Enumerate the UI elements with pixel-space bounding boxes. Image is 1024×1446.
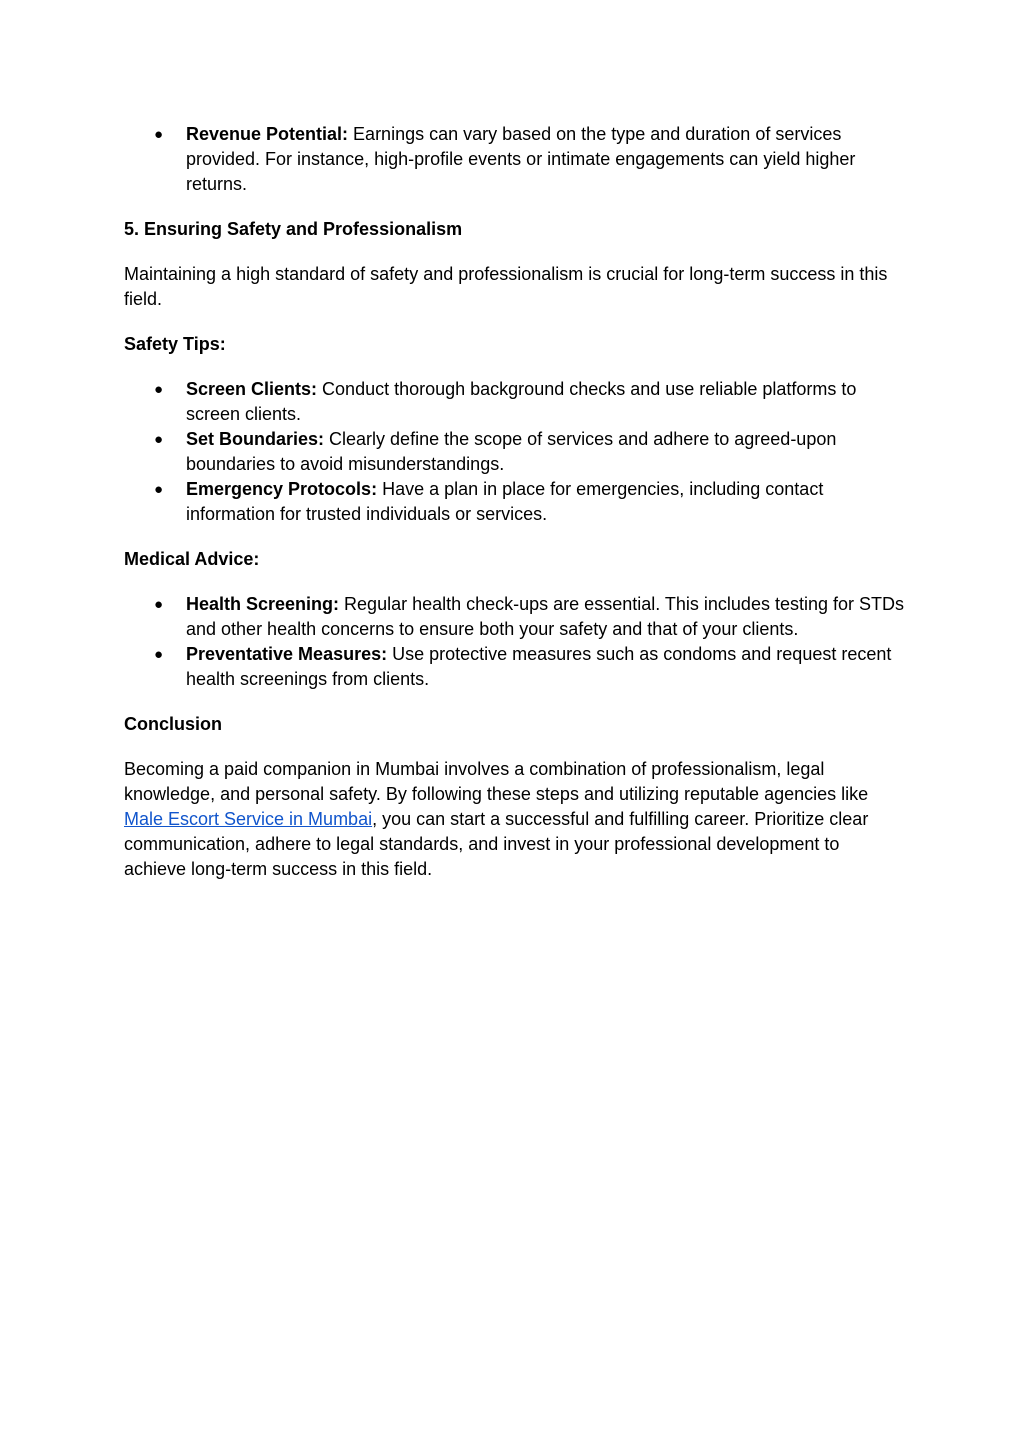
list-item-text: Earnings can vary based on the type and duration of services provided. For instance, high-profile events or intimate engagements can yield higher returns. [186,124,856,194]
medical-advice-heading: Medical Advice: [124,549,260,569]
list-item-text: Conduct thorough background checks and use reliable platforms to screen clients. [186,379,857,424]
list-item-text: Clearly define the scope of services and adhere to agreed-upon boundaries to avoid misunderstandings. [186,429,837,474]
conclusion-text-after-link: , you can start a successful and fulfilling career. Prioritize clear communication, adhere to legal standards, and invest in your professional development to achieve long-term success in this field. [124,809,869,879]
bullet-icon: ● [154,646,164,663]
safety-tips-heading: Safety Tips: [124,334,226,354]
bullet-icon: ● [154,596,164,613]
list-item [124,642,904,692]
list-item-text: Have a plan in place for emergencies, including contact information for trusted individuals or services. [186,479,824,524]
document-page [124,122,904,882]
list-item [124,122,904,197]
conclusion-heading: Conclusion [124,714,222,734]
male-escort-service-link[interactable]: Male Escort Service in Mumbai [124,809,373,829]
conclusion-text-before-link: Becoming a paid companion in Mumbai involves a combination of professionalism, legal knowledge, and personal safety. By following these steps and utilizing reputable agencies like [124,759,869,804]
conclusion-paragraph [124,757,904,882]
list-item-term: Set Boundaries: [186,429,325,449]
bullet-icon: ● [154,431,164,448]
list-item-term: Health Screening: [186,594,340,614]
list-item [124,377,904,427]
medical-advice-list [124,592,904,692]
revenue-list [124,122,904,197]
list-item [124,592,904,642]
safety-tips-list [124,377,904,527]
list-item [124,427,904,477]
list-item [124,477,904,527]
list-item-term: Emergency Protocols: [186,479,378,499]
bullet-icon: ● [154,126,164,143]
list-item-term: Preventative Measures: [186,644,388,664]
bullet-icon: ● [154,381,164,398]
section-heading: 5. Ensuring Safety and Professionalism [124,219,463,239]
list-item-text: Regular health check-ups are essential. This includes testing for STDs and other health concerns to ensure both your safety and that of your clients. [186,594,904,639]
list-item-term: Screen Clients: [186,379,318,399]
bullet-icon: ● [154,481,164,498]
section-intro-paragraph: Maintaining a high standard of safety and professionalism is crucial for long-term success in this field. [124,264,888,309]
list-item-text: Use protective measures such as condoms and request recent health screenings from clients. [186,644,892,689]
list-item-term: Revenue Potential: [186,124,349,144]
